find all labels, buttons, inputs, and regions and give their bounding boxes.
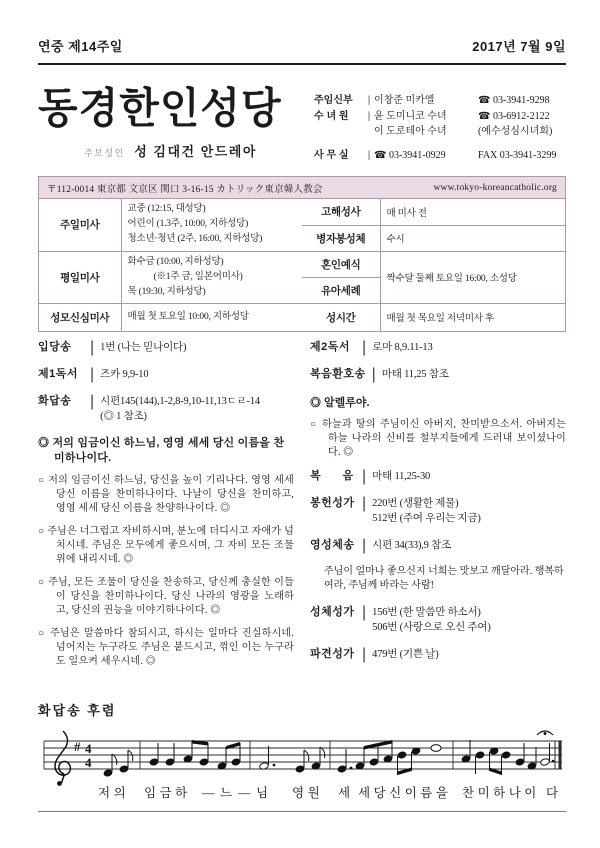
schedule-label: 고해성사 — [302, 199, 380, 225]
entry-label: 복음환호송 — [310, 368, 366, 380]
schedule-line: 어린이 (1.3주, 10:00, 지하성당) — [127, 219, 249, 230]
contact-name: 윤 도미니코 수녀 — [374, 110, 447, 122]
sacrament-schedule-table — [302, 199, 565, 331]
entry-communion-hymn — [310, 605, 566, 635]
acclamation-verse: ○ 하늘과 땅의 주님이신 아버지, 찬미받으소서. 아버지는 하늘 나라의 신비를 철부지들에게 드러내 보이셨나이다. ◎ — [310, 419, 566, 458]
entry-label: 제2독서 — [310, 341, 350, 353]
table-row — [302, 225, 565, 251]
entry-separator: | — [90, 393, 95, 410]
contact-row-pastor — [314, 93, 566, 109]
entry-label: 파견성가 — [310, 648, 355, 660]
bottom-divider — [38, 811, 566, 812]
table-row — [302, 303, 565, 331]
entry-offertory-hymn — [310, 496, 566, 526]
entry-separator: | — [362, 537, 367, 554]
psalm-verse: ○ 주님은 너그럽고 자비하시며, 분노에 더디시고 자애가 넘치시네. 주님은 모두에게 좋으시며, 그 자비 모든 조물 위에 내리시네. ◎ — [38, 526, 294, 565]
schedule-value: 수시 — [380, 225, 565, 251]
refrain-music-heading: 화답송 후렴 — [38, 703, 117, 718]
entry-separator: | — [362, 340, 367, 356]
contact-label: 수 녀 원 — [314, 110, 349, 122]
postal-address: 〒112-0014 東京都 文京区 関口 3-16-15 カトリック東京韓人教会 — [47, 185, 323, 195]
entry-value: 479번 (기쁜 날) — [372, 649, 439, 660]
psalm-refrain: ◎ 저의 임금이신 하느님, 영영 세세 당신 이름을 찬미하나이다. — [38, 437, 285, 464]
schedule-line: (※1주 금, 일본어미사) — [153, 271, 243, 282]
schedule-value — [121, 251, 302, 303]
patron-line — [38, 141, 306, 161]
treble-clef-icon — [55, 731, 70, 786]
entry-value: 시편145(144),1-2,8-9,10-11,13ㄷㄹ-14 — [100, 396, 260, 407]
entry-label: 영성체송 — [310, 539, 355, 551]
lyric-syllable: 찬미하나이 — [462, 786, 540, 800]
lyric-syllable: 영원 — [292, 786, 324, 800]
music-notes — [103, 731, 554, 777]
entry-value-2: (◎ 1 참조) — [100, 411, 147, 422]
entry-gospel — [310, 469, 566, 484]
contact-separator: | — [367, 95, 371, 106]
entry-value: 220번 (생활한 제물) — [372, 498, 459, 509]
time-signature-bottom: 4 — [85, 755, 92, 770]
contact-separator — [364, 124, 374, 140]
entry-value: 즈카 9,9-10 — [100, 369, 149, 380]
entry-first-reading — [38, 367, 294, 382]
page-title: 연중 제14주일 — [38, 39, 123, 54]
schedule-value: 매 미사 전 — [380, 199, 565, 225]
church-logo: 동경한인성당 — [38, 84, 282, 132]
key-signature-sharp: # — [74, 739, 81, 754]
schedule-value: 짝수달 둘째 토요일 16:00, 소성당 — [380, 251, 565, 303]
entry-separator: | — [90, 340, 95, 356]
entry-value: 마태 11,25-30 — [372, 471, 431, 482]
lyric-dash: ― — [238, 786, 254, 800]
entry-value: 시편 34(33),9 참조 — [372, 540, 452, 551]
communion-antiphon-text: 주님이 얼마나 좋으신지 너희는 맛보고 깨달아라. 행복하여라, 주님께 바라는 사람! — [324, 566, 564, 591]
schedule-line: 청소년·청년 (2주, 16:00, 지하성당) — [127, 234, 263, 245]
patron-name: 성 김대건 안드레아 — [134, 144, 257, 159]
contact-row-convent — [314, 109, 566, 125]
table-row — [302, 199, 565, 225]
schedule-label: 주일미사 — [39, 199, 121, 251]
psalm-verse: ○ 주님은 말씀마다 참되시고, 하시는 일마다 진실하시네. 넘어지는 누구라도 주님은 붙드시고, 꺾인 이는 누구라도 일으켜 세우시네. ◎ — [38, 628, 294, 667]
schedule-label: 성시간 — [302, 303, 380, 331]
entry-label: 복 음 — [310, 470, 354, 482]
footer — [38, 700, 566, 812]
patron-label: 주보성인 — [84, 148, 125, 158]
schedule-line: 화수금 (10:00, 지하성당) — [127, 256, 224, 267]
entry-entrance-hymn — [38, 340, 294, 355]
time-signature-top: 4 — [85, 741, 92, 756]
table-row — [39, 199, 302, 251]
contact-label: 사 무 실 — [314, 149, 349, 161]
music-staff — [38, 725, 566, 809]
lyric-syllable: 저의 — [98, 786, 130, 800]
entry-value: 로마 8,9.11-13 — [372, 342, 433, 353]
schedule-label: 평일미사 — [39, 251, 121, 303]
entry-value: 1번 (나는 믿나이다) — [100, 342, 187, 353]
entry-label: 제1독서 — [38, 368, 78, 380]
entry-communion-antiphon — [310, 538, 566, 553]
schedule-line: 교중 (12:15, 대성당) — [127, 204, 206, 215]
lyric-syllable: 세당신이름을 — [358, 786, 452, 800]
table-row — [39, 303, 302, 331]
header — [38, 36, 566, 65]
left-column — [38, 340, 294, 700]
address-bar — [39, 177, 565, 199]
contact-separator: | — [367, 149, 371, 161]
entry-label: 성체성가 — [310, 606, 355, 618]
contact-label — [314, 124, 364, 140]
table-row — [302, 251, 565, 277]
contact-phone: ☎ 03-3941-9298 — [478, 95, 550, 106]
contact-name: 이 도로테아 수녀 — [374, 126, 447, 137]
contact-info — [314, 88, 566, 163]
schedule-label: 유아세례 — [302, 277, 380, 303]
lyric-syllable: 세 — [338, 786, 354, 800]
entry-label: 화답송 — [38, 395, 72, 407]
schedule-value — [121, 303, 302, 331]
entry-separator: | — [371, 366, 376, 383]
lyric-syllable: 임금하 — [144, 786, 191, 800]
mass-schedule-table — [39, 199, 302, 331]
contact-name: ☎ 03-3941-0929 — [374, 149, 446, 161]
schedule-value — [121, 199, 302, 251]
alleluia-refrain: ◎ 알렐루야. — [310, 397, 370, 409]
schedule-value: 매월 첫 목요일 저녁미사 후 — [380, 303, 565, 331]
contact-label: 주임신부 — [314, 95, 353, 106]
header-date: 2017년 7월 9일 — [472, 39, 566, 54]
entry-separator: | — [362, 604, 367, 621]
lyric-dash: ― — [202, 786, 218, 800]
psalm-verse: ○ 주님, 모든 조물이 당신을 찬송하고, 당신께 충실한 이들이 당신을 찬미하나이다. 당신 나라의 영광을 노래하고, 당신의 권능을 이야기하나이다. ◎ — [38, 577, 294, 616]
entry-gospel-acclamation — [310, 367, 566, 382]
entry-separator: | — [362, 495, 367, 512]
schedule-label: 성모신심미사 — [39, 303, 121, 331]
contact-row-office — [314, 148, 566, 164]
entry-value: 156번 (한 말씀만 하소서) — [372, 607, 481, 618]
right-column — [310, 340, 566, 700]
contact-row-convent-2 — [314, 124, 566, 140]
psalm-verse: ○ 저의 임금이신 하느님, 당신을 높이 기리나다. 영영 세세 당신 이름을 찬미하나이다. 나날이 당신을 찬미하고, 영영 세세 당신 이름을 찬양하나이다. ◎ — [38, 475, 294, 514]
contact-phone: FAX 03-3941-3299 — [478, 149, 557, 161]
info-box — [38, 176, 566, 332]
entry-second-reading — [310, 340, 566, 355]
lyric-syllable: 다 — [546, 786, 562, 800]
entry-value-2: 506번 (사랑으로 오신 주여) — [372, 622, 491, 633]
schedule-line: 매월 첫 토요일 10:00, 지하성당 — [127, 311, 249, 322]
schedule-label: 혼인예식 — [302, 251, 380, 277]
entry-recessional-hymn — [310, 647, 566, 662]
entry-value-2: 512번 (주여 우리는 지금) — [372, 513, 481, 524]
liturgy-body — [38, 340, 566, 700]
logo-block — [38, 84, 306, 163]
entry-separator: | — [362, 646, 367, 663]
entry-separator: | — [362, 468, 367, 485]
schedule-label: 병자봉성체 — [302, 225, 380, 251]
entry-separator: | — [90, 366, 95, 383]
entry-label: 봉헌성가 — [310, 497, 355, 509]
schedule-tables — [39, 199, 565, 331]
contact-phone: (예수성심시녀회) — [478, 126, 553, 137]
masthead — [38, 84, 566, 163]
entry-value: 마태 11,25 참조 — [381, 369, 449, 380]
entry-label: 입당송 — [38, 341, 72, 353]
contact-separator: | — [367, 110, 371, 122]
entry-responsorial-psalm — [38, 394, 294, 424]
website-url: www.tokyo-koreancatholic.org — [433, 183, 557, 193]
lyric-syllable: 님 — [256, 786, 272, 800]
contact-phone: ☎ 03-6912-2122 — [478, 110, 550, 122]
table-row — [39, 251, 302, 303]
schedule-line: 목 (19:30, 지하성당) — [127, 286, 206, 297]
lyric-syllable: 느 — [220, 786, 236, 800]
contact-name: 이창준 미카엘 — [374, 95, 435, 106]
